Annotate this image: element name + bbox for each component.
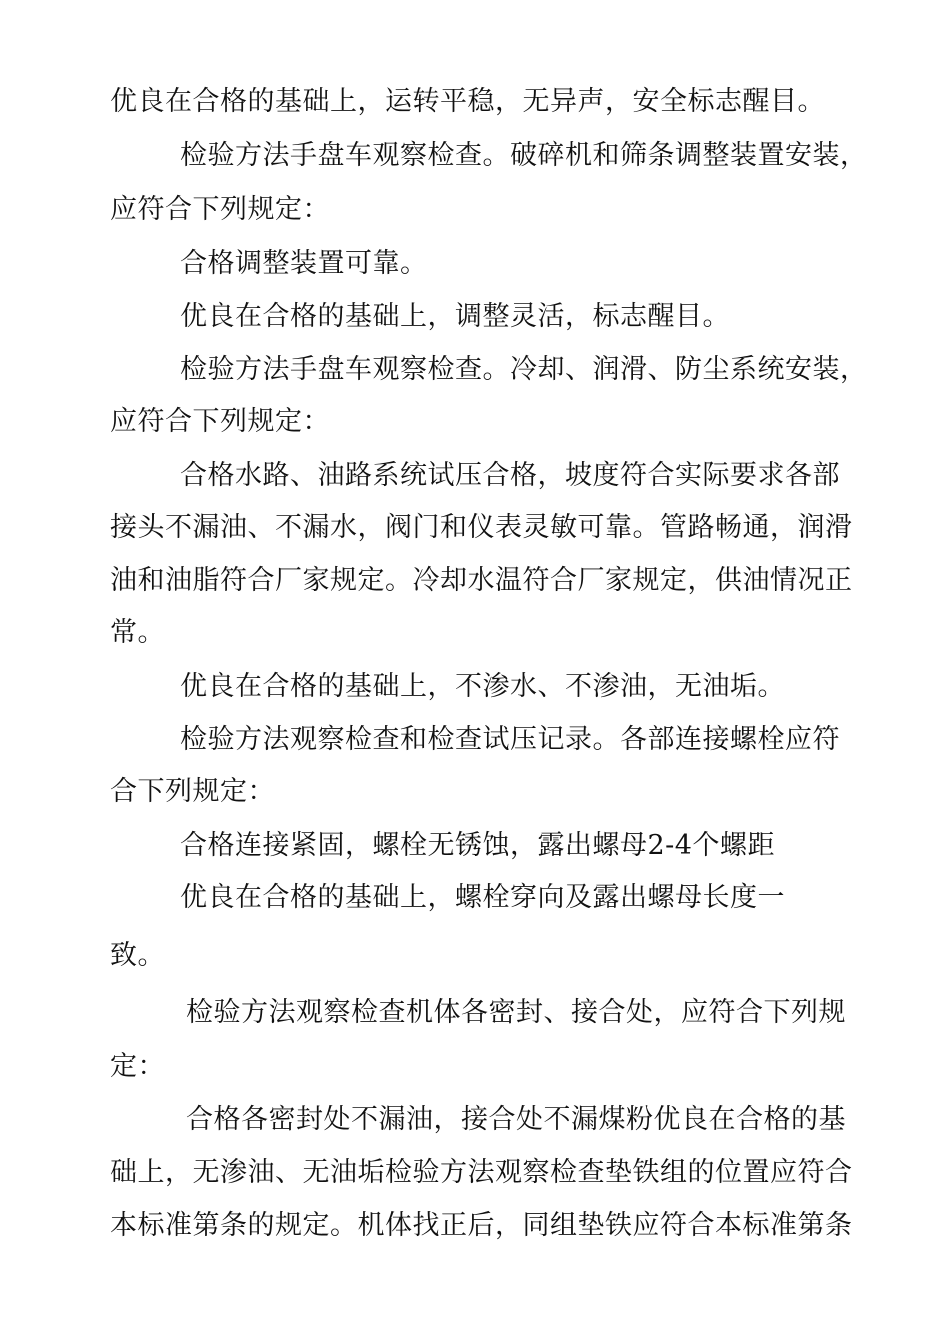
text-line: 油和油脂符合厂家规定。冷却水温符合厂家规定，供油情况正 — [110, 565, 853, 596]
text-line: 定： — [110, 1051, 165, 1082]
text-line: 常。 — [110, 617, 165, 648]
text-line: 致。 — [110, 940, 165, 971]
text-line: 本标准第条的规定。机体找正后，同组垫铁应符合本标准第条 — [110, 1210, 853, 1241]
text-line: 合格各密封处不漏油，接合处不漏煤粉优良在合格的基 — [186, 1104, 846, 1135]
text-line: 合格水路、油路系统试压合格，坡度符合实际要求各部 — [180, 460, 840, 491]
text-line: 础上，无渗油、无油垢检验方法观察检查垫铁组的位置应符合 — [110, 1157, 853, 1188]
text-line: 检验方法观察检查机体各密封、接合处，应符合下列规 — [186, 997, 846, 1028]
text-line: 检验方法观察检查和检查试压记录。各部连接螺栓应符 — [180, 724, 840, 755]
text-line: 合格连接紧固，螺栓无锈蚀，露出螺母2-4个螺距 — [180, 830, 775, 861]
text-line: 优良在合格的基础上，调整灵活，标志醒目。 — [180, 301, 730, 332]
text-line: 检验方法手盘车观察检查。破碎机和筛条调整装置安装， — [180, 140, 868, 171]
text-line: 优良在合格的基础上，螺栓穿向及露出螺母长度一 — [180, 882, 785, 913]
text-line: 合下列规定： — [110, 776, 275, 807]
text-line: 接头不漏油、不漏水，阀门和仪表灵敏可靠。管路畅通，润滑 — [110, 512, 853, 543]
text-line: 应符合下列规定： — [110, 194, 330, 225]
text-line: 检验方法手盘车观察检查。冷却、润滑、防尘系统安装， — [180, 354, 868, 385]
text-line: 优良在合格的基础上，运转平稳，无异声，安全标志醒目。 — [110, 86, 825, 117]
text-line: 优良在合格的基础上，不渗水、不渗油，无油垢。 — [180, 671, 785, 702]
text-line: 合格调整装置可靠。 — [180, 248, 428, 279]
text-line: 应符合下列规定： — [110, 406, 330, 437]
